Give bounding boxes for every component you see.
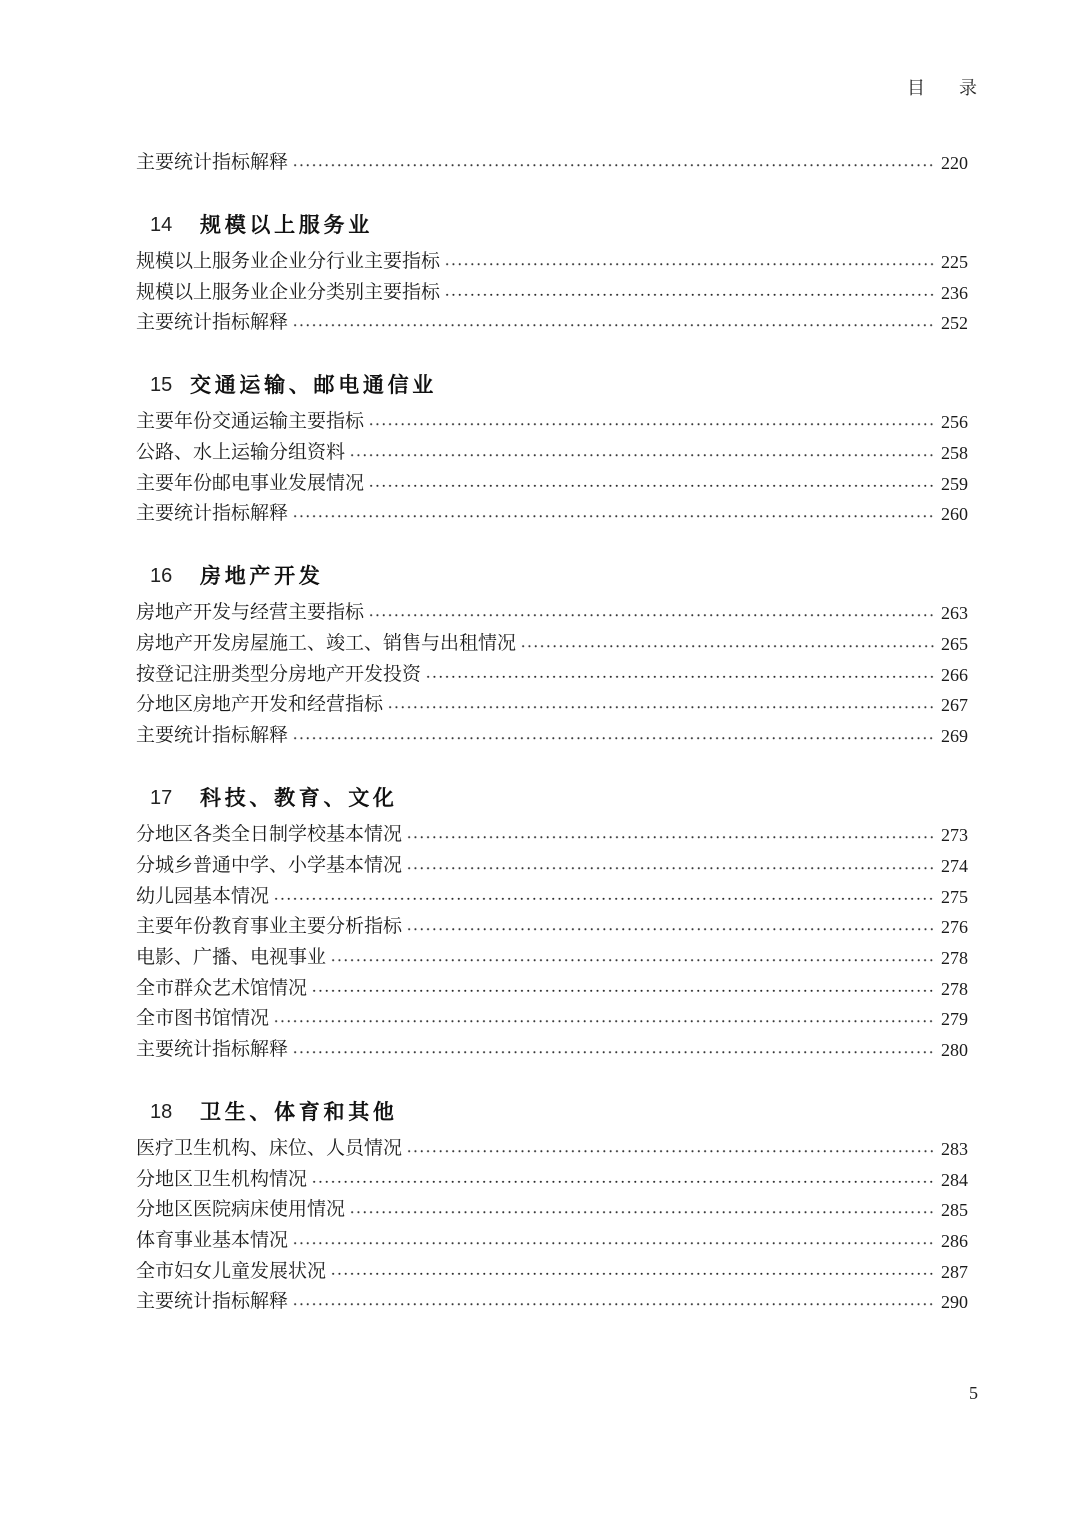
toc-entry: [136, 1165, 968, 1196]
section-number: 16: [150, 565, 173, 588]
section-number: 17: [150, 786, 173, 809]
toc-entry-title: 主要统计指标解释: [136, 152, 289, 173]
toc-entry-page: 225: [941, 251, 968, 272]
toc-entry-title: 分地区房地产开发和经营指标: [136, 694, 384, 716]
toc-entry-title: 全市群众艺术馆情况: [136, 977, 308, 999]
running-header: 目 录: [907, 78, 985, 98]
toc-entry-title: 规模以上服务业企业分行业主要指标: [136, 250, 441, 272]
toc-entry-title: 房地产开发与经营主要指标: [136, 602, 365, 624]
section-14: [136, 210, 968, 339]
section-heading: [136, 783, 968, 813]
toc-entry-title: 按登记注册类型分房地产开发投资: [136, 663, 422, 685]
toc-entry-page: 278: [941, 947, 968, 968]
toc-entry-title: 公路、水上运输分组资料: [136, 442, 346, 464]
page-number: 5: [969, 1383, 978, 1403]
toc-entry: [136, 1004, 968, 1035]
dot-leader: [292, 148, 936, 179]
toc-entry-title: 分地区医院病床使用情况: [136, 1199, 346, 1221]
dot-leader: [349, 1195, 936, 1226]
dot-leader: [292, 308, 936, 339]
section-heading: [136, 370, 968, 400]
toc-entry: [136, 820, 968, 851]
toc-entry-title: 分地区各类全日制学校基本情况: [136, 824, 403, 846]
toc-entry-page: 265: [941, 634, 968, 655]
toc-entry-page: 286: [941, 1230, 968, 1251]
toc-entry-page: 283: [941, 1138, 968, 1159]
dot-leader: [292, 1287, 936, 1318]
toc-entry: [136, 629, 968, 660]
dot-leader: [444, 278, 936, 309]
dot-leader: [520, 629, 936, 660]
toc-entry-page: 263: [941, 603, 968, 624]
dot-leader: [311, 974, 936, 1005]
toc-entry: [136, 721, 968, 752]
section-18: [136, 1097, 968, 1318]
dot-leader: [368, 407, 936, 438]
section-title: 科技、教育、文化: [200, 784, 398, 810]
toc-entry-title: 主要统计指标解释: [136, 312, 289, 334]
toc-entry-title: 主要统计指标解释: [136, 725, 289, 747]
dot-leader: [292, 721, 936, 752]
section-number: 15: [150, 374, 173, 397]
toc-entry: [136, 407, 968, 438]
toc-entry-page: 236: [941, 282, 968, 303]
section-16: [136, 561, 968, 752]
toc-entry-title: 房地产开发房屋施工、竣工、销售与出租情况: [136, 633, 517, 655]
dot-leader: [330, 943, 936, 974]
toc-entry-title: 医疗卫生机构、床位、人员情况: [136, 1137, 403, 1159]
section-number: 18: [150, 1100, 173, 1123]
toc-entry: [136, 882, 968, 913]
toc-entry: [136, 1035, 968, 1066]
toc-entry-title: 规模以上服务业企业分类别主要指标: [136, 281, 441, 303]
section-number: 14: [150, 213, 173, 236]
toc-entry-title: 幼儿园基本情况: [136, 885, 270, 907]
dot-leader: [406, 820, 936, 851]
toc-entry-page: 280: [941, 1039, 968, 1060]
toc-entry-page: 279: [941, 1009, 968, 1030]
toc-entry-page: 285: [941, 1200, 968, 1221]
toc-entry-page: 252: [941, 313, 968, 334]
dot-leader: [349, 438, 936, 469]
section-heading: [136, 210, 968, 240]
dot-leader: [311, 1165, 936, 1196]
toc-entry-title: 主要年份交通运输主要指标: [136, 411, 365, 433]
toc-entry: [136, 943, 968, 974]
toc-entry: [136, 148, 968, 179]
toc-entry-page: 290: [941, 1292, 968, 1313]
dot-leader: [273, 1004, 936, 1035]
toc-entry-title: 全市妇女儿童发展状况: [136, 1260, 327, 1282]
dot-leader: [368, 469, 936, 500]
table-of-contents: [136, 148, 968, 1318]
toc-entry: [136, 469, 968, 500]
dot-leader: [273, 882, 936, 913]
toc-entry: [136, 974, 968, 1005]
toc-entry-page: 220: [941, 153, 968, 173]
toc-entry: [136, 1134, 968, 1165]
dot-leader: [292, 499, 936, 530]
toc-entry-title: 体育事业基本情况: [136, 1229, 289, 1251]
toc-entry-page: 266: [941, 664, 968, 685]
toc-entry-title: 电影、广播、电视事业: [136, 946, 327, 968]
dot-leader: [406, 1134, 936, 1165]
toc-entry: [136, 690, 968, 721]
section-title: 房地产开发: [200, 563, 324, 589]
toc-entry-page: 275: [941, 886, 968, 907]
toc-entry-page: 276: [941, 917, 968, 938]
toc-entry: [136, 308, 968, 339]
dot-leader: [444, 247, 936, 278]
toc-entry-title: 主要统计指标解释: [136, 1291, 289, 1313]
toc-entry-title: 分地区卫生机构情况: [136, 1168, 308, 1190]
dot-leader: [292, 1035, 936, 1066]
toc-entry-page: 259: [941, 473, 968, 494]
toc-entry: [136, 278, 968, 309]
toc-entry: [136, 851, 968, 882]
toc-entry: [136, 598, 968, 629]
toc-entry: [136, 912, 968, 943]
toc-entry-page: 260: [941, 504, 968, 525]
section-title: 交通运输、邮电通信业: [190, 372, 437, 398]
dot-leader: [292, 1226, 936, 1257]
toc-entry-page: 284: [941, 1169, 968, 1190]
toc-entry-title: 主要统计指标解释: [136, 503, 289, 525]
section-heading: [136, 561, 968, 591]
toc-entry-page: 287: [941, 1261, 968, 1282]
section-15: [136, 370, 968, 530]
toc-entry: [136, 499, 968, 530]
section-title: 规模以上服务业: [200, 211, 373, 237]
toc-entry: [136, 247, 968, 278]
toc-entry: [136, 438, 968, 469]
toc-entry-title: 主要年份邮电事业发展情况: [136, 472, 365, 494]
toc-entry-page: 258: [941, 443, 968, 464]
dot-leader: [330, 1257, 936, 1288]
section-title: 卫生、体育和其他: [200, 1098, 398, 1124]
toc-entry-page: 269: [941, 726, 968, 747]
dot-leader: [387, 690, 936, 721]
toc-entry-title: 分城乡普通中学、小学基本情况: [136, 854, 403, 876]
toc-entry-title: 主要统计指标解释: [136, 1038, 289, 1060]
dot-leader: [425, 660, 936, 691]
toc-entry-page: 267: [941, 695, 968, 716]
section-17: [136, 783, 968, 1066]
toc-entry: [136, 1287, 968, 1318]
toc-entry-page: 273: [941, 825, 968, 846]
toc-entry: [136, 1257, 968, 1288]
toc-entry-title: 主要年份教育事业主要分析指标: [136, 916, 403, 938]
toc-entry: [136, 1195, 968, 1226]
toc-entry: [136, 660, 968, 691]
toc-entry: [136, 1226, 968, 1257]
toc-entry-page: 278: [941, 978, 968, 999]
toc-entry-page: 274: [941, 855, 968, 876]
toc-entry-page: 256: [941, 412, 968, 433]
dot-leader: [406, 851, 936, 882]
toc-entry-title: 全市图书馆情况: [136, 1008, 270, 1030]
dot-leader: [406, 912, 936, 943]
dot-leader: [368, 598, 936, 629]
section-heading: [136, 1097, 968, 1127]
